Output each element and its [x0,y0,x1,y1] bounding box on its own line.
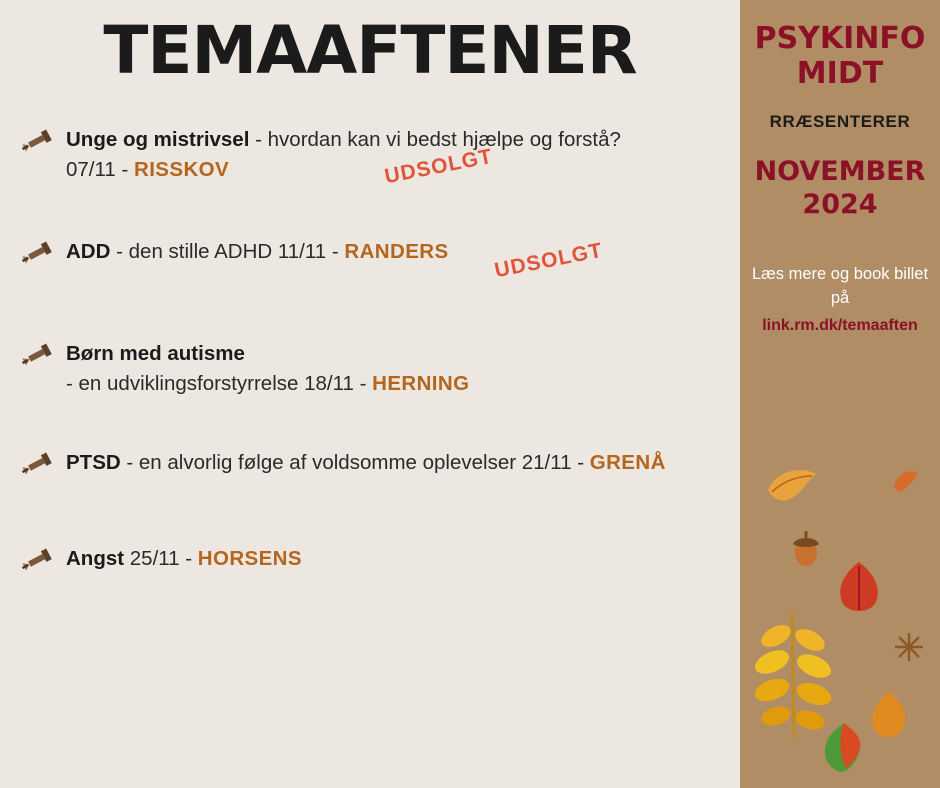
event-city: GRENÅ [589,450,666,474]
star-anise-icon [892,630,926,664]
status-badge: UDSOLGT [382,144,495,189]
leaf-icon [890,466,920,496]
event-city: RANDERS [344,240,449,264]
pushpin-icon [22,126,62,160]
event-details: - den stille ADHD 11/11 - [110,240,345,264]
sidebar [740,0,940,788]
event-title: Angst [66,546,125,570]
event-text [66,338,469,398]
leaf-icon [818,720,870,776]
event-title: ADD [66,240,111,264]
leaf-icon [866,690,912,742]
list-item [22,124,710,189]
month-label: NOVEMBER [754,155,926,187]
event-details: - en alvorlig følge af voldsomme oplevelser 21/11 - [120,450,590,474]
booking-text: Læs mere og book billet på [751,264,929,308]
list-item [22,236,710,282]
booking-info [740,262,940,339]
leaf-icon [762,460,822,506]
status-badge: UDSOLGT [492,239,605,283]
pushpin-icon [22,340,62,374]
event-details: - hvordan kan vi bedst hjælpe og forstå? 07/11 - [66,128,621,181]
event-title: Unge og mistrivsel [66,128,250,151]
leaf-icon [750,610,834,745]
page-title: TEMAAFTENER [103,12,637,89]
pushpin-icon [22,449,62,483]
list-item [22,338,710,398]
event-city: HERNING [372,372,470,396]
event-title: Børn med autisme [66,342,245,366]
list-item [22,447,710,493]
presents-label: RRÆSENTERER [769,111,911,131]
event-city: HORSENS [197,546,302,570]
pushpin-icon [22,238,62,272]
acorn-icon [788,528,824,568]
booking-link[interactable]: link.rm.dk/temaaften [762,317,918,335]
brand-name [740,22,940,92]
list-item [22,543,710,589]
event-text [66,124,666,189]
event-details: - en udviklingsforstyrrelse 18/11 - [66,372,373,396]
event-list [0,124,740,589]
brand-line-2: MIDT [796,55,884,91]
pushpin-icon [22,545,62,579]
event-text [66,447,666,478]
leaf-icon [832,560,886,616]
brand-line-1: PSYKINFO [754,21,926,56]
event-text [66,543,302,574]
event-text [66,236,605,283]
event-title: PTSD [66,450,121,474]
event-details: 25/11 - [124,546,198,570]
event-city: RISSKOV [134,157,230,181]
year-label: 2024 [802,188,878,220]
